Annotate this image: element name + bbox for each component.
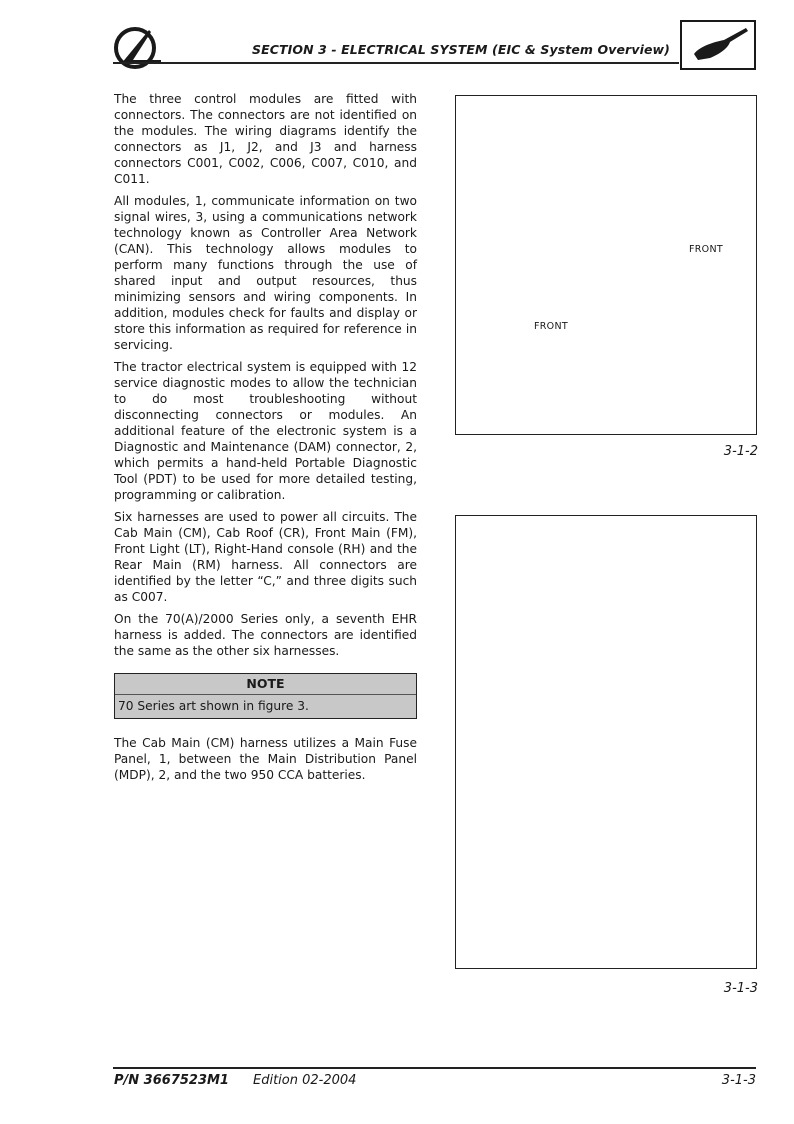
body-text-column (114, 91, 417, 789)
figure-3-1-2 (455, 95, 757, 435)
section-tab-icon (680, 20, 756, 70)
figure-caption: 3-1-2 (723, 444, 758, 459)
paragraph-ehr-harness: On the 70(A)/2000 Series only, a seventh EHR harness is added. The connectors are identified the same as the other six harnesses. (114, 612, 417, 658)
figure-label-front: FRONT (689, 244, 723, 255)
figure-label-front: FRONT (534, 321, 568, 332)
note-text: 70 Series art shown in figure 3. (118, 699, 309, 713)
part-number: P/N 3667523M1 (114, 1073, 229, 1088)
paragraph-cab-main: The Cab Main (CM) harness utilizes a Main Fuse Panel, 1, between the Main Distribution Panel (MDP), 2, and the two 950 CCA batteries. (114, 736, 417, 782)
page-number: 3-1-3 (721, 1073, 756, 1088)
header-divider (113, 62, 679, 64)
paragraph-connectors: The three control modules are fitted with connectors. The connectors are not identified on the modules. The wiring diagrams identify the connectors as J1, J2, and J3 and harness connectors C001, C002, C006, C007, C010, and C011. (114, 92, 417, 186)
note-heading: NOTE (115, 674, 416, 695)
section-title: SECTION 3 - ELECTRICAL SYSTEM (EIC & System Overview) (251, 42, 670, 57)
paragraph-can-network: All modules, 1, communicate information on two signal wires, 3, using a communications network technology known as Controller Area Network (CAN). This technology allows modules to perform many functions through the use of shared input and output resources, thus minimizing sensors and wiring components. In addition, modules check for faults and display or store this information as required for reference in servicing. (114, 194, 417, 352)
figure-3-1-3 (455, 515, 757, 969)
footer-divider (113, 1067, 756, 1069)
publisher-logo-icon (111, 20, 169, 72)
note-box (114, 673, 417, 719)
figure-caption: 3-1-3 (723, 981, 758, 996)
paragraph-diagnostic-modes: The tractor electrical system is equipped with 12 service diagnostic modes to allow the technician to do most troubleshooting without disconnecting connectors or modules. An additional feature of the electronic system is a Diagnostic and Maintenance (DAM) connector, 2, which permits a hand-held Portable Diagnostic Tool (PDT) to be used for more detailed testing, programming or calibration. (114, 360, 417, 502)
edition: Edition 02-2004 (253, 1073, 357, 1088)
paragraph-harnesses: Six harnesses are used to power all circuits. The Cab Main (CM), Cab Roof (CR), Front Main (FM), Front Light (LT), Right-Hand console (RH) and the Rear Main (RM) harness. All connectors are identified by the letter “C,” and three digits such as C007. (114, 510, 417, 604)
